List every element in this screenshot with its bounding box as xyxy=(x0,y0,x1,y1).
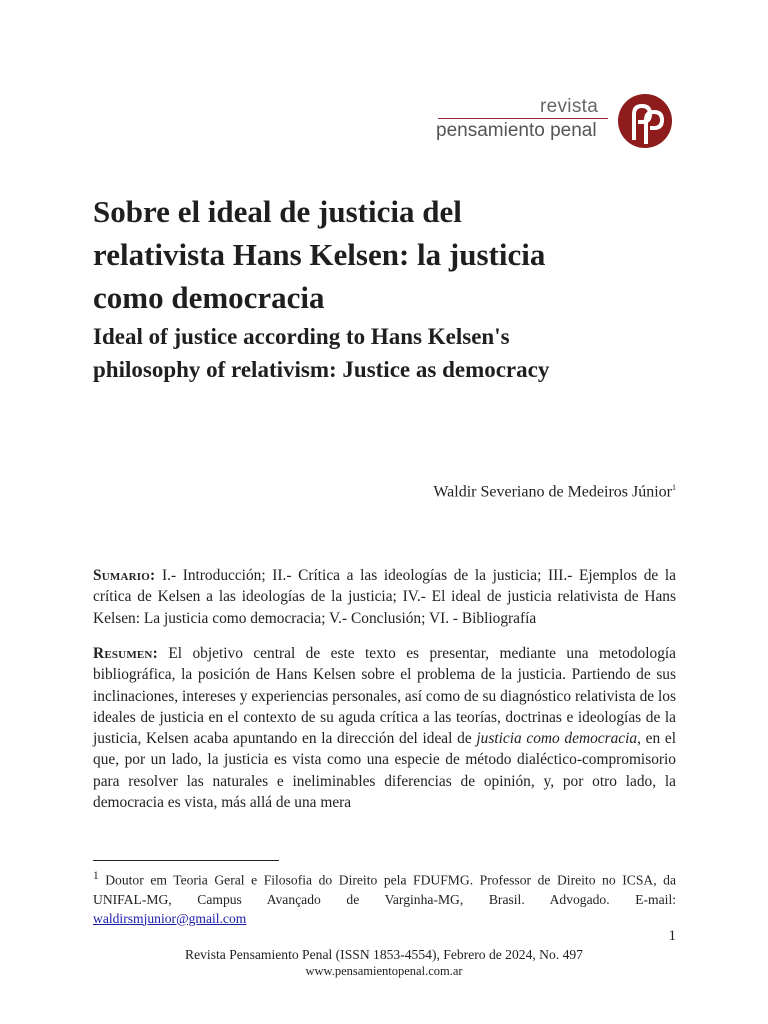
footnote-divider xyxy=(93,860,279,861)
author-line xyxy=(433,483,676,501)
article-title: Sobre el ideal de justicia del relativista Hans Kelsen: la justicia como democracia xyxy=(93,194,546,315)
footnote xyxy=(93,867,676,928)
logo-revista-text: revista xyxy=(540,96,599,117)
abstract-text-2: , en el que, por un lado, la justicia es vista como una especie de método dialéctico-compromisorio para resolver las naturales e ineliminables diferencias de opinión, y, por otro lado, la democracia es vista, más allá de una mera xyxy=(93,730,676,812)
summary-text: I.- Introducción; II.- Crítica a las ideologías de la justicia; III.- Ejemplos de la crítica de Kelsen a las ideologías de la justicia; IV.- El ideal de justicia relativista de Hans Kelsen: La justicia como democracia; V.- Conclusión; VI. - Bibliografía xyxy=(93,567,676,627)
footnote-text: Doutor em Teoria Geral e Filosofia do Direito pela FDUFMG. Professor de Direito no ICSA, da UNIFAL-MG, Campus Avançado de Varginha-MG, Brasil. Advogado. E-mail: xyxy=(93,872,676,907)
article-subtitle: Ideal of justice according to Hans Kelsen's philosophy of relativism: Justice as democracy xyxy=(93,324,550,382)
footnote-email-link[interactable]: waldirsmjunior@gmail.com xyxy=(93,910,247,926)
abstract-text-1: El objetivo central de este texto es presentar, mediante una metodología bibliográfica, la posición de Hans Kelsen sobre el problema de la justicia. Partiendo de sus inclinaciones, intereses y experiencias personales, así como de su diagnóstico relativista de los ideales de justicia en el contexto de su aguda crítica a las teorías, doctrinas e ideologías de la justicia, Kelsen acaba apuntando en la dirección del ideal de xyxy=(93,645,676,748)
logo-name-text: pensamiento penal xyxy=(436,120,597,141)
summary-paragraph xyxy=(93,565,676,629)
journal-logo xyxy=(430,92,680,154)
page-number: 1 xyxy=(668,928,676,944)
journal-citation: Revista Pensamiento Penal (ISSN 1853-4554), Febrero de 2024, No. 497 xyxy=(185,947,583,962)
summary-label: Sumario: xyxy=(93,567,156,584)
footnote-mark: 1 xyxy=(93,870,99,882)
journal-website: www.pensamientopenal.com.ar xyxy=(305,964,463,978)
abstract-emphasis: justicia como democracia xyxy=(476,730,638,748)
logo-divider xyxy=(438,118,608,119)
abstract-label: Resumen: xyxy=(93,645,158,662)
abstract-paragraph xyxy=(93,643,676,813)
pp-logo-icon xyxy=(616,92,674,150)
author-name: Waldir Severiano de Medeiros Júnior xyxy=(433,483,672,501)
author-footnote-ref: 1 xyxy=(672,483,676,492)
